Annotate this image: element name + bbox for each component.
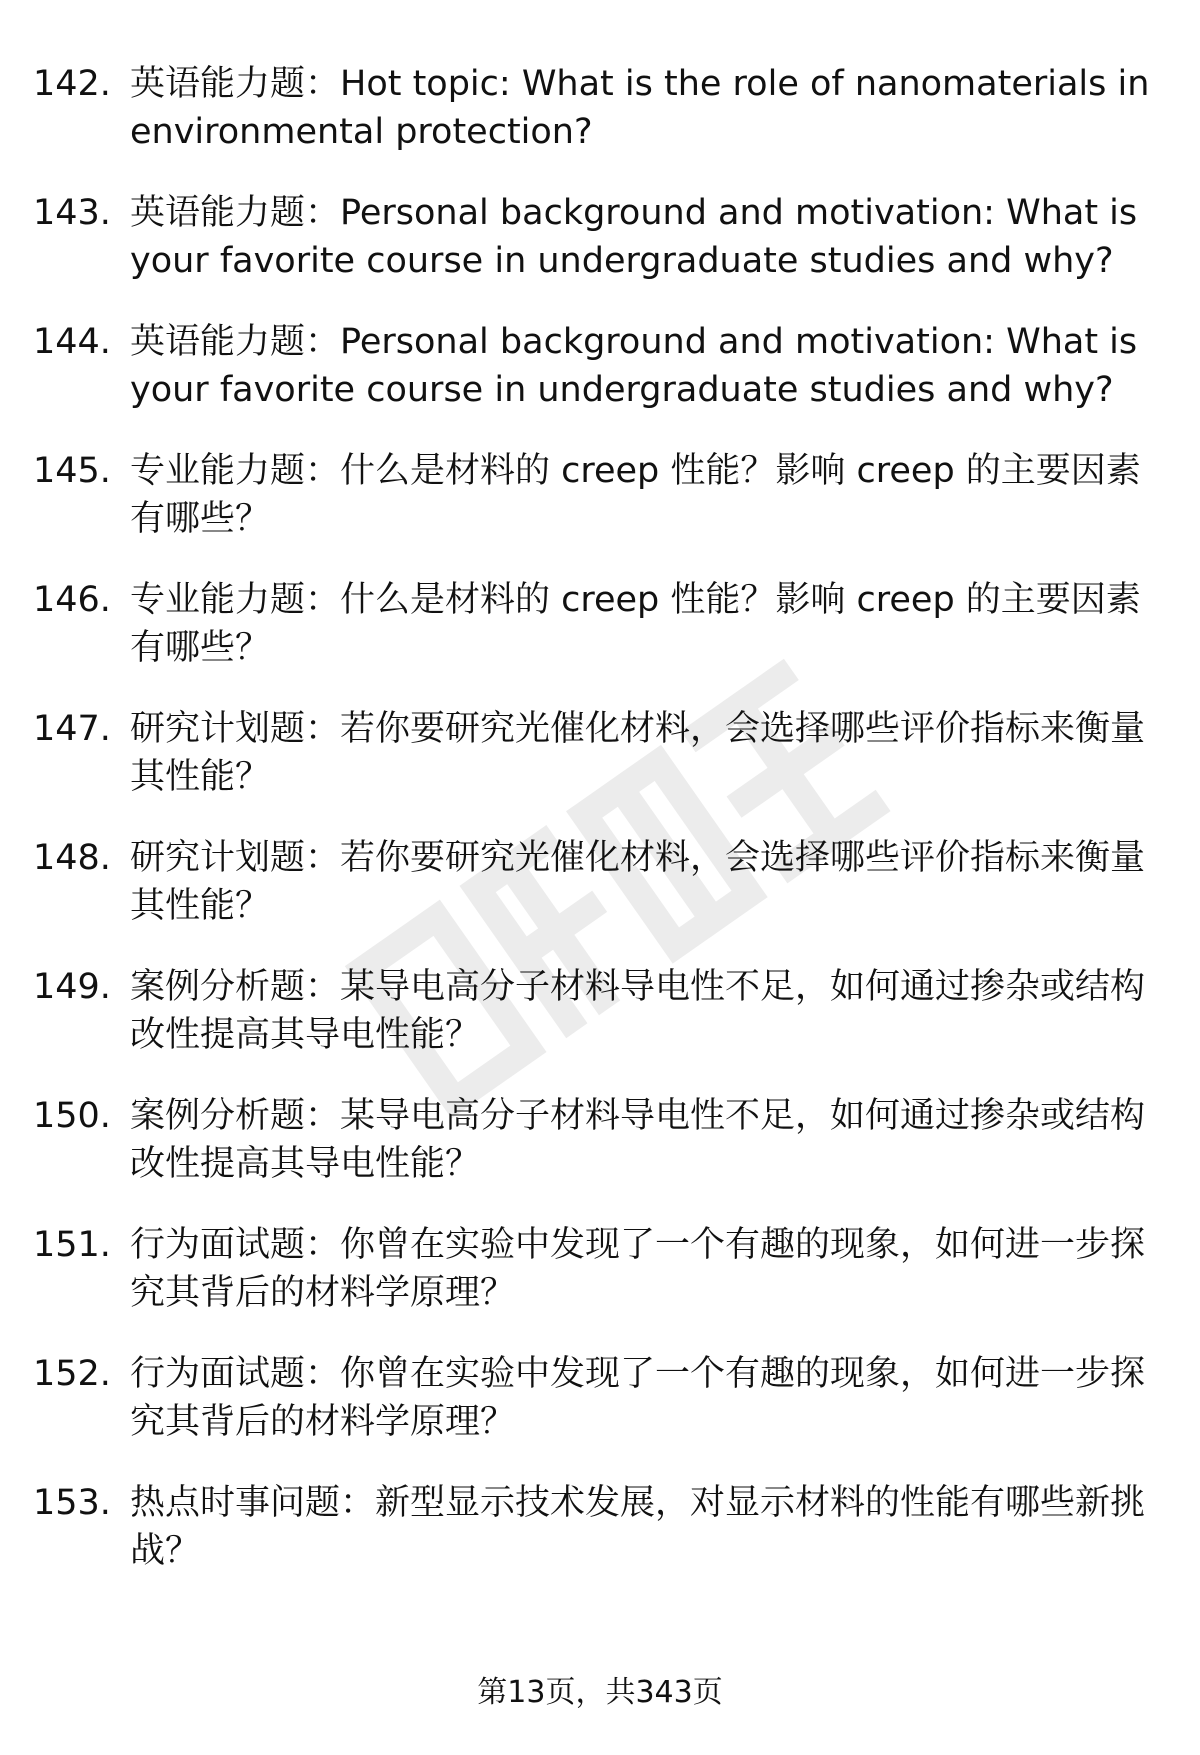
- question-item: [0, 1350, 1200, 1446]
- question-item: [0, 963, 1200, 1059]
- question-item: [0, 318, 1200, 414]
- question-text: 英语能力题：Personal background and motivation: What is your favorite course in undergraduate studies and why?: [130, 322, 1138, 410]
- question-number: 146.: [33, 580, 111, 620]
- question-number: 143.: [33, 193, 111, 233]
- question-list: [0, 60, 1200, 1608]
- question-number: 152.: [33, 1354, 111, 1394]
- question-item: [0, 834, 1200, 930]
- question-text: 专业能力题：什么是材料的 creep 性能？影响 creep 的主要因素有哪些？: [130, 580, 1141, 668]
- question-text: 英语能力题：Personal background and motivation: What is your favorite course in undergraduate studies and why?: [130, 193, 1138, 281]
- question-text: 行为面试题：你曾在实验中发现了一个有趣的现象，如何进一步探究其背后的材料学原理？: [130, 1225, 1146, 1313]
- question-number: 142.: [33, 64, 111, 104]
- question-text: 热点时事问题：新型显示技术发展，对显示材料的性能有哪些新挑战？: [130, 1483, 1146, 1571]
- page-number-footer: 第13页，共343页: [477, 1675, 723, 1710]
- question-number: 149.: [33, 967, 111, 1007]
- question-item: [0, 1479, 1200, 1575]
- question-number: 150.: [33, 1096, 111, 1136]
- question-number: 148.: [33, 838, 111, 878]
- question-item: [0, 60, 1200, 156]
- question-text: 研究计划题：若你要研究光催化材料，会选择哪些评价指标来衡量其性能？: [130, 838, 1146, 926]
- question-number: 145.: [33, 451, 111, 491]
- question-text: 专业能力题：什么是材料的 creep 性能？影响 creep 的主要因素有哪些？: [130, 451, 1141, 539]
- question-item: [0, 1092, 1200, 1188]
- question-text: 行为面试题：你曾在实验中发现了一个有趣的现象，如何进一步探究其背后的材料学原理？: [130, 1354, 1146, 1442]
- question-item: [0, 1221, 1200, 1317]
- question-text: 案例分析题：某导电高分子材料导电性不足，如何通过掺杂或结构改性提高其导电性能？: [130, 1096, 1146, 1184]
- question-text: 研究计划题：若你要研究光催化材料，会选择哪些评价指标来衡量其性能？: [130, 709, 1146, 797]
- question-item: [0, 189, 1200, 285]
- question-item: [0, 576, 1200, 672]
- question-number: 144.: [33, 322, 111, 362]
- question-text: 案例分析题：某导电高分子材料导电性不足，如何通过掺杂或结构改性提高其导电性能？: [130, 967, 1146, 1055]
- question-number: 147.: [33, 709, 111, 749]
- question-number: 151.: [33, 1225, 111, 1265]
- question-item: [0, 705, 1200, 801]
- question-item: [0, 447, 1200, 543]
- question-number: 153.: [33, 1483, 111, 1523]
- question-text: 英语能力题：Hot topic: What is the role of nanomaterials in environmental protection?: [130, 64, 1150, 152]
